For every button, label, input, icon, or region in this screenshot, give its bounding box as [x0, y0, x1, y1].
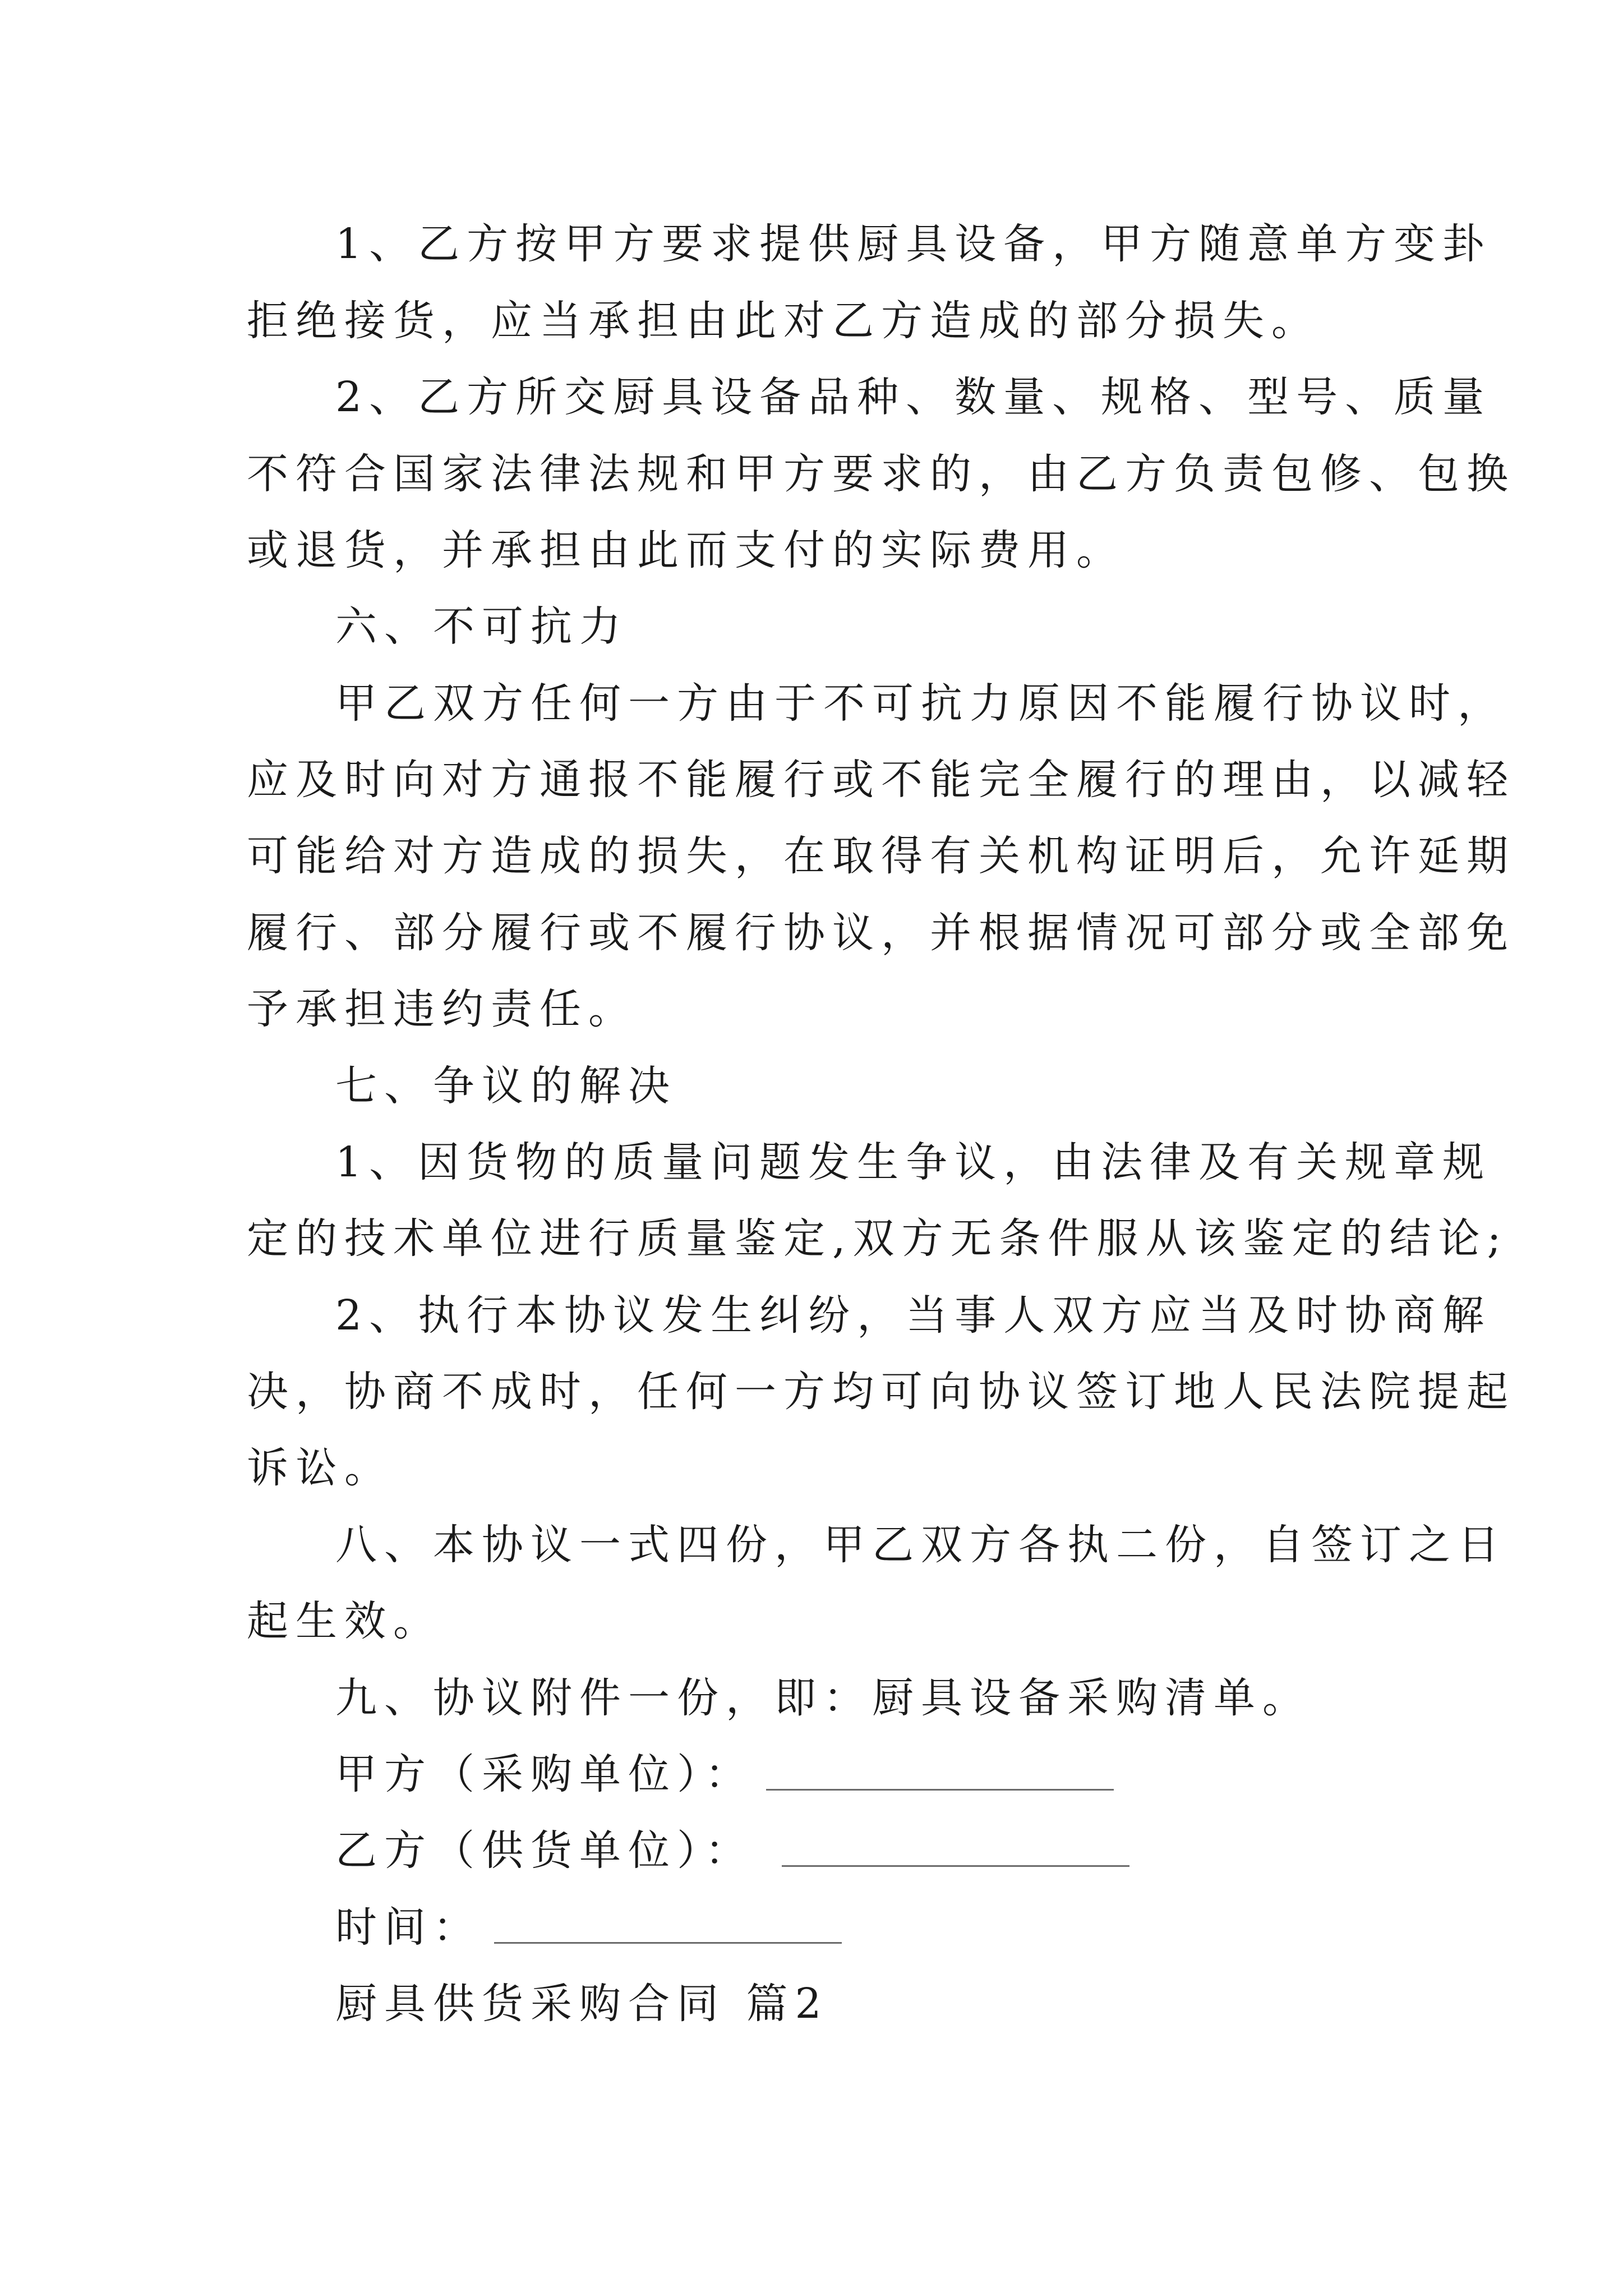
section-heading: 七、争议的解决: [335, 1062, 677, 1110]
signature-time: [335, 1899, 842, 1955]
signature-party-b: [335, 1823, 1129, 1879]
text-line: 2、乙方所交厨具设备品种、数量、规格、型号、质量: [335, 373, 1492, 421]
text-line: 2、执行本协议发生纠纷，当事人双方应当及时协商解: [335, 1291, 1492, 1340]
text-line: 起生效。: [247, 1597, 442, 1645]
text-line: 应及时向对方通报不能履行或不能完全履行的理由，以减轻: [247, 756, 1515, 804]
signature-party-a: [335, 1746, 1114, 1802]
party-a-label: 甲方（采购单位）：: [335, 1750, 754, 1798]
text-line: 不符合国家法律法规和甲方要求的，由乙方负责包修、包换: [247, 450, 1515, 498]
time-blank: [494, 1940, 842, 1944]
party-b-label: 乙方（供货单位）：: [335, 1826, 754, 1875]
text-line: 拒绝接货，应当承担由此对乙方造成的部分损失。: [247, 297, 1320, 345]
party-a-blank: [766, 1787, 1114, 1791]
section-heading: 六、不可抗力: [335, 602, 628, 651]
text-line: 定的技术单位进行质量鉴定,双方无条件服从该鉴定的结论;: [247, 1214, 1509, 1263]
text-line: 八、本协议一式四份，甲乙双方各执二份，自签订之日: [335, 1521, 1506, 1569]
text-line: 可能给对方造成的损失，在取得有关机构证明后，允许延期: [247, 832, 1515, 880]
text-line: 决，协商不成时，任何一方均可向协议签订地人民法院提起: [247, 1368, 1515, 1416]
text-line: 1、因货物的质量问题发生争议，由法律及有关规章规: [335, 1138, 1492, 1186]
text-line: 予承担违约责任。: [247, 985, 637, 1033]
party-b-blank: [782, 1863, 1129, 1867]
text-line: 1、乙方按甲方要求提供厨具设备，甲方随意单方变卦: [335, 220, 1492, 268]
text-line: 诉讼。: [247, 1444, 393, 1492]
text-line: 履行、部分履行或不履行协议，并根据情况可部分或全部免: [247, 909, 1515, 957]
text-line: 或退货，并承担由此而支付的实际费用。: [247, 526, 1125, 574]
time-label: 时间：: [335, 1903, 482, 1952]
text-line: 甲乙双方任何一方由于不可抗力原因不能履行协议时，: [335, 679, 1506, 728]
text-line: 九、协议附件一份，即：厨具设备采购清单。: [335, 1674, 1311, 1722]
next-section-title: 厨具供货采购合同 篇2: [335, 1980, 829, 2028]
